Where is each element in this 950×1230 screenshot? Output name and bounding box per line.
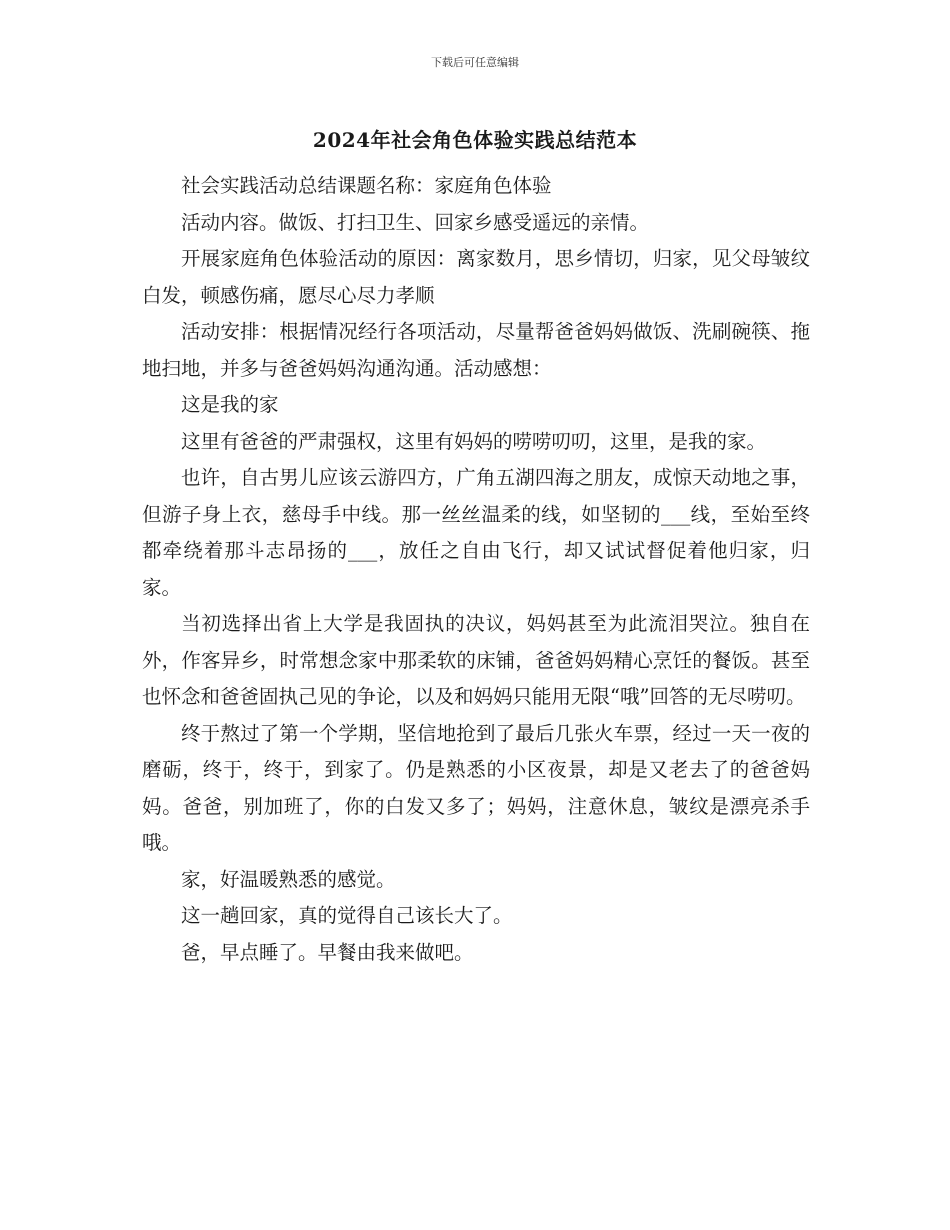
paragraph-reason: 开展家庭角色体验活动的原因：离家数月，思乡情切，归家，见父母皱纹白发，顿感伤痛，愿尽心尽力孝顺 bbox=[142, 247, 810, 307]
paragraph-arrangement: 活动安排：根据情况经行各项活动，尽量帮爸爸妈妈做饭、洗刷碗筷、拖地扫地，并多与爸爸妈妈沟通沟通。活动感想： bbox=[142, 320, 810, 380]
paragraph: 终于熬过了第一个学期，坚信地抢到了最后几张火车票，经过一天一夜的磨砺，终于，终于，到家了。仍是熟悉的小区夜景，却是又老去了的爸爸妈妈。爸爸，别加班了，你的白发又多了；妈妈，注意休息，皱纹是漂亮杀手哦。 bbox=[142, 721, 810, 854]
paragraph: 这里有爸爸的严肃强权，这里有妈妈的唠唠叨叨，这里，是我的家。 bbox=[181, 429, 767, 453]
paragraph-topic: 社会实践活动总结课题名称：家庭角色体验 bbox=[181, 174, 552, 197]
paragraph-activity-content: 活动内容。做饭、打扫卫生、回家乡感受遥远的亲情。 bbox=[181, 210, 650, 234]
paragraph: 这一趟回家，真的觉得自己该长大了。 bbox=[181, 904, 513, 927]
paragraph: 家，好温暖熟悉的感觉。 bbox=[181, 867, 396, 891]
document-title: 2024年社会角色体验实践总结范本 bbox=[312, 128, 638, 152]
paragraph: 爸，早点睡了。早餐由我来做吧。 bbox=[181, 940, 474, 964]
page-header-note: 下载后可任意编辑 bbox=[431, 56, 519, 69]
paragraph-subheading: 这是我的家 bbox=[181, 393, 279, 416]
document-body bbox=[142, 168, 810, 971]
paragraph: 当初选择出省上大学是我固执的决议，妈妈甚至为此流泪哭泣。独自在外，作客异乡，时常想念家中那柔软的床铺，爸爸妈妈精心烹饪的餐饭。甚至也怀念和爸爸固执己见的争论，以及和妈妈只能用无限“哦”回答的无尽唠叨。 bbox=[142, 612, 810, 708]
paragraph: 也许，自古男儿应该云游四方，广角五湖四海之朋友，成惊天动地之事，但游子身上衣，慈母手中线。那一丝丝温柔的线，如坚韧的___线，至始至终都牵绕着那斗志昂扬的___，放任之自由飞行，却又试试督促着他归家，归家。 bbox=[142, 466, 810, 599]
